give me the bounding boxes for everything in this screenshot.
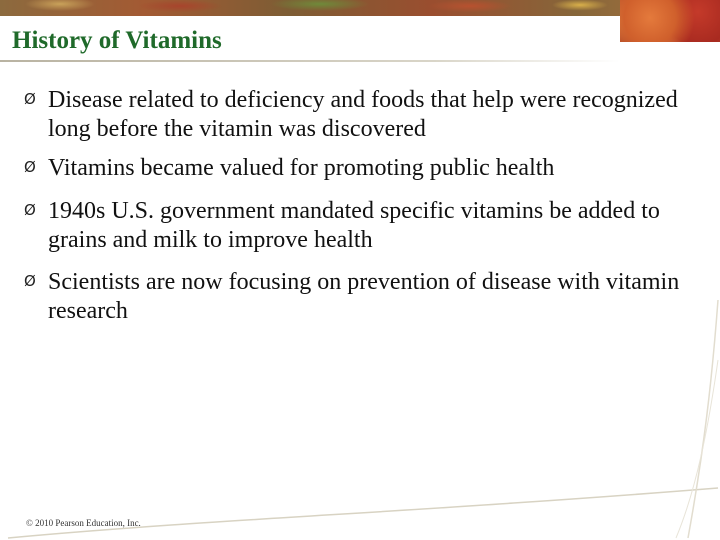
arrow-bullet-icon: Ø — [24, 201, 36, 219]
bullet-text-4: Scientists are now focusing on prevention of disease with vitamin research — [48, 269, 680, 324]
bottom-curve-line — [8, 488, 718, 538]
right-curve-line-2 — [676, 360, 718, 538]
slide-title: History of Vitamins — [12, 27, 222, 54]
arrow-bullet-icon: Ø — [24, 272, 36, 290]
arrow-bullet-icon: Ø — [24, 90, 36, 108]
copyright-footer: © 2010 Pearson Education, Inc. — [26, 518, 141, 528]
right-curve-line — [688, 300, 718, 538]
bullet-text-2: Vitamins became valued for promoting public health — [48, 155, 555, 181]
bullet-text-3: 1940s U.S. government mandated specific vitamins be added to grains and milk to improve health — [48, 198, 660, 253]
bullet-text-1: Disease related to deficiency and foods that help were recognized long before the vitamin was discovered — [48, 87, 678, 142]
arrow-bullet-icon: Ø — [24, 158, 36, 176]
